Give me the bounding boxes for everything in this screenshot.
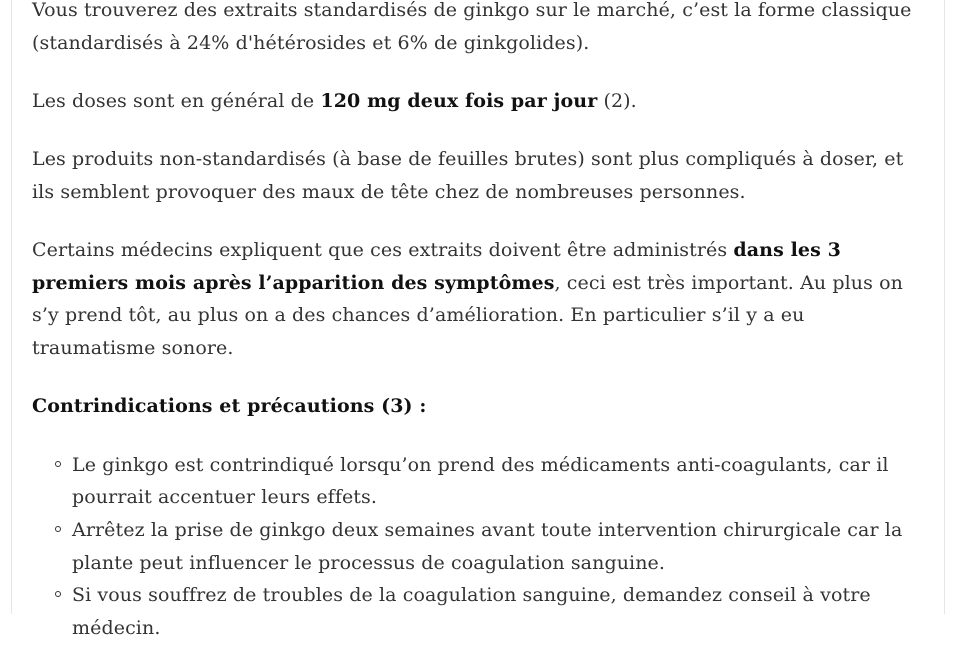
paragraph-doses xyxy=(32,85,924,118)
paragraph-timing xyxy=(32,234,924,365)
paragraph-standardized-extracts: Vous trouverez des extraits standardisés de ginkgo sur le marché, c’est la forme classique (standardisés à 24% d'hétérosides et 6% de ginkgolides). xyxy=(32,0,912,54)
timing-text-end: , ceci est très important. Au plus on s’y prend tôt, au plus on a des chances d’amélioration. En particulier s’il y a eu traumatisme sonore. xyxy=(32,271,904,360)
timing-text-start: Certains médecins expliquent que ces extraits doivent être administrés xyxy=(32,239,734,262)
doses-reference: (2). xyxy=(597,89,637,112)
timing-bold: dans les 3 premiers mois après l’apparition des symptômes xyxy=(32,239,841,294)
article-content xyxy=(11,0,945,640)
doses-bold: 120 mg deux fois par jour xyxy=(320,89,598,112)
section-heading: Contrindications et précautions (3) : xyxy=(32,395,427,418)
doses-text: Les doses sont en général de xyxy=(32,89,321,112)
list-item: Si vous souffrez de troubles de la coagulation sanguine, demandez conseil à votre médecin. xyxy=(72,579,924,644)
list-item: Le ginkgo est contrindiqué lorsqu’on prend des médicaments anti-coagulants, car il pourrait accentuer leurs effets. xyxy=(72,449,924,514)
list-item: Arrêtez la prise de ginkgo deux semaines avant toute intervention chirurgicale car la plante peut influencer le processus de coagulation sanguine. xyxy=(72,514,924,579)
paragraph-non-standardized: Les produits non-standardisés (à base de feuilles brutes) sont plus compliqués à doser, et ils semblent provoquer des maux de tête chez de nombreuses personnes. xyxy=(32,148,904,203)
precautions-list xyxy=(32,449,924,645)
